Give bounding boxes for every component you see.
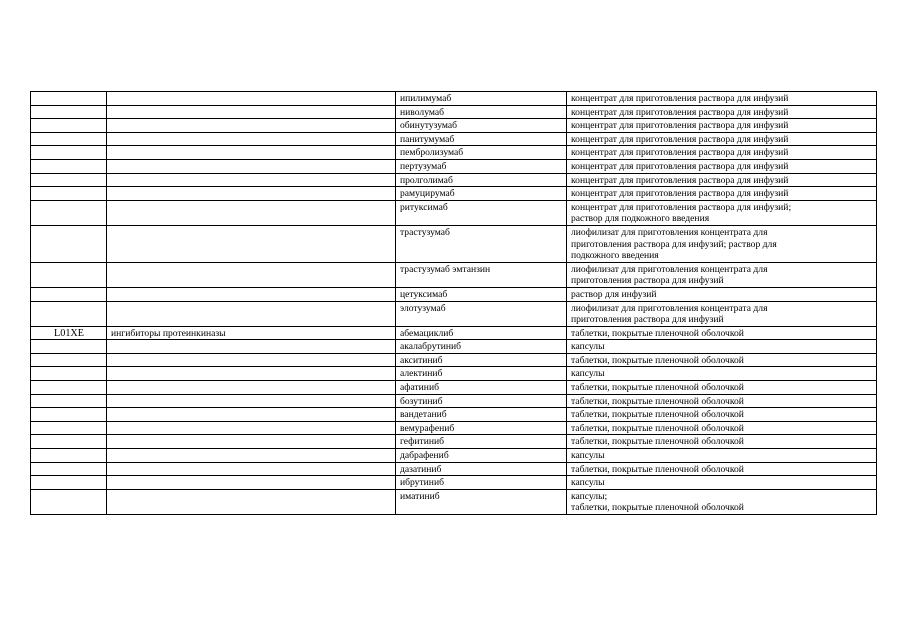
dosage-form-cell: лиофилизат для приготовления концентрата для приготовления раствора для инфузий [567, 262, 877, 287]
atc-code-cell [31, 187, 107, 201]
table-row [31, 200, 877, 225]
atc-code-cell [31, 435, 107, 449]
table-row [31, 462, 877, 476]
atc-code-cell [31, 381, 107, 395]
dosage-form-cell: таблетки, покрытые пленочной оболочкой [567, 353, 877, 367]
drug-name-cell: трастузумаб [396, 225, 567, 262]
dosage-form-cell: концентрат для приготовления раствора для инфузий; раствор для подкожного введения [567, 200, 877, 225]
table-row [31, 435, 877, 449]
drug-name-cell: абемациклиб [396, 326, 567, 340]
dosage-form-cell: концентрат для приготовления раствора для инфузий [567, 187, 877, 201]
table-row [31, 353, 877, 367]
pharm-group-cell [107, 489, 396, 514]
dosage-form-cell: капсулы [567, 449, 877, 463]
drug-name-cell: алектиниб [396, 367, 567, 381]
drug-name-cell: ибрутиниб [396, 476, 567, 490]
table-row [31, 381, 877, 395]
atc-code-cell [31, 421, 107, 435]
atc-code-cell [31, 159, 107, 173]
drug-name-cell: акалабрутиниб [396, 340, 567, 354]
table-row [31, 476, 877, 490]
drug-name-cell: рамуцирумаб [396, 187, 567, 201]
table-row [31, 225, 877, 262]
table-row [31, 340, 877, 354]
pharm-group-cell [107, 119, 396, 133]
atc-code-cell [31, 340, 107, 354]
dosage-form-cell: концентрат для приготовления раствора для инфузий [567, 105, 877, 119]
pharm-group-cell [107, 381, 396, 395]
atc-code-cell [31, 132, 107, 146]
pharm-group-cell [107, 159, 396, 173]
pharm-group-cell [107, 146, 396, 160]
drug-name-cell: гефитиниб [396, 435, 567, 449]
table-row [31, 449, 877, 463]
dosage-form-cell: концентрат для приготовления раствора для инфузий [567, 92, 877, 106]
atc-code-cell [31, 476, 107, 490]
dosage-form-cell: концентрат для приготовления раствора для инфузий [567, 146, 877, 160]
drug-name-cell: афатиниб [396, 381, 567, 395]
table-row [31, 132, 877, 146]
table-row [31, 326, 877, 340]
table-row [31, 105, 877, 119]
dosage-form-cell: таблетки, покрытые пленочной оболочкой [567, 381, 877, 395]
table-row [31, 187, 877, 201]
table-row [31, 421, 877, 435]
pharm-group-cell [107, 287, 396, 301]
atc-code-cell [31, 173, 107, 187]
dosage-form-cell: таблетки, покрытые пленочной оболочкой [567, 421, 877, 435]
atc-code-cell [31, 92, 107, 106]
pharm-group-cell [107, 187, 396, 201]
pharm-group-cell [107, 173, 396, 187]
pharm-group-cell [107, 476, 396, 490]
table-row [31, 301, 877, 326]
atc-code-cell [31, 200, 107, 225]
drug-name-cell: цетуксимаб [396, 287, 567, 301]
dosage-form-cell: концентрат для приготовления раствора для инфузий [567, 132, 877, 146]
atc-code-cell [31, 105, 107, 119]
atc-code-cell [31, 225, 107, 262]
dosage-form-cell: капсулы; таблетки, покрытые пленочной оболочкой [567, 489, 877, 514]
drug-name-cell: акситиниб [396, 353, 567, 367]
pharm-group-cell [107, 301, 396, 326]
table-row [31, 287, 877, 301]
pharm-group-cell [107, 225, 396, 262]
table-row [31, 119, 877, 133]
dosage-form-cell: таблетки, покрытые пленочной оболочкой [567, 394, 877, 408]
table-body [31, 92, 877, 515]
drug-name-cell: дабрафениб [396, 449, 567, 463]
atc-code-cell [31, 489, 107, 514]
dosage-form-cell: концентрат для приготовления раствора для инфузий [567, 173, 877, 187]
drug-name-cell: пембролизумаб [396, 146, 567, 160]
pharm-group-cell [107, 105, 396, 119]
atc-code-cell [31, 394, 107, 408]
dosage-form-cell: таблетки, покрытые пленочной оболочкой [567, 462, 877, 476]
dosage-form-cell: раствор для инфузий [567, 287, 877, 301]
atc-code-cell [31, 462, 107, 476]
drug-name-cell: панитумумаб [396, 132, 567, 146]
drug-name-cell: вемурафениб [396, 421, 567, 435]
pharm-group-cell [107, 92, 396, 106]
atc-code-cell [31, 408, 107, 422]
atc-code-cell: L01XE [31, 326, 107, 340]
pharm-group-cell [107, 353, 396, 367]
drug-name-cell: ритуксимаб [396, 200, 567, 225]
pharm-group-cell [107, 449, 396, 463]
atc-code-cell [31, 301, 107, 326]
drug-name-cell: бозутиниб [396, 394, 567, 408]
atc-code-cell [31, 353, 107, 367]
atc-code-cell [31, 287, 107, 301]
table-row [31, 367, 877, 381]
drug-name-cell: пролголимаб [396, 173, 567, 187]
dosage-form-cell: капсулы [567, 476, 877, 490]
pharm-group-cell [107, 367, 396, 381]
dosage-form-cell: концентрат для приготовления раствора для инфузий [567, 119, 877, 133]
drug-name-cell: ниволумаб [396, 105, 567, 119]
pharm-group-cell [107, 421, 396, 435]
dosage-form-cell: капсулы [567, 340, 877, 354]
dosage-form-cell: капсулы [567, 367, 877, 381]
table-row [31, 173, 877, 187]
atc-code-cell [31, 262, 107, 287]
table-row [31, 262, 877, 287]
pharm-group-cell [107, 462, 396, 476]
dosage-form-cell: лиофилизат для приготовления концентрата для приготовления раствора для инфузий; раствор для подкожного введения [567, 225, 877, 262]
pharm-group-cell [107, 435, 396, 449]
pharm-group-cell [107, 340, 396, 354]
table-row [31, 489, 877, 514]
dosage-form-cell: концентрат для приготовления раствора для инфузий [567, 159, 877, 173]
drug-name-cell: пертузумаб [396, 159, 567, 173]
atc-code-cell [31, 146, 107, 160]
pharm-group-cell [107, 394, 396, 408]
dosage-form-cell: таблетки, покрытые пленочной оболочкой [567, 435, 877, 449]
drug-name-cell: иматиниб [396, 489, 567, 514]
table-row [31, 394, 877, 408]
pharm-group-cell [107, 262, 396, 287]
drug-name-cell: ипилимумаб [396, 92, 567, 106]
drug-name-cell: элотузумаб [396, 301, 567, 326]
dosage-form-cell: лиофилизат для приготовления концентрата для приготовления раствора для инфузий [567, 301, 877, 326]
pharm-group-cell [107, 132, 396, 146]
table-row [31, 146, 877, 160]
drug-name-cell: дазатиниб [396, 462, 567, 476]
drug-name-cell: трастузумаб эмтанзин [396, 262, 567, 287]
pharm-group-cell [107, 200, 396, 225]
atc-code-cell [31, 449, 107, 463]
table-row [31, 92, 877, 106]
table-row [31, 159, 877, 173]
dosage-form-cell: таблетки, покрытые пленочной оболочкой [567, 408, 877, 422]
drug-name-cell: обинутузумаб [396, 119, 567, 133]
atc-code-cell [31, 367, 107, 381]
drug-table [30, 91, 877, 515]
drug-name-cell: вандетаниб [396, 408, 567, 422]
pharm-group-cell: ингибиторы протеинкиназы [107, 326, 396, 340]
atc-code-cell [31, 119, 107, 133]
pharm-group-cell [107, 408, 396, 422]
dosage-form-cell: таблетки, покрытые пленочной оболочкой [567, 326, 877, 340]
table-row [31, 408, 877, 422]
